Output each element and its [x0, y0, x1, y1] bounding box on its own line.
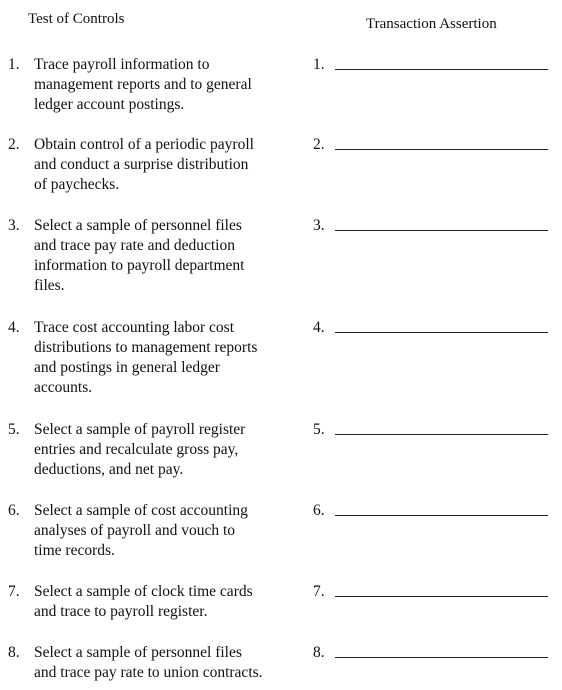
item-text: Select a sample of personnel files and trace pay rate to union contracts.: [34, 644, 263, 681]
answer-blank-line[interactable]: [335, 230, 548, 231]
answer-blank-line[interactable]: [335, 657, 548, 658]
answer-number: 2.: [313, 136, 325, 153]
item-text: Select a sample of personnel files and trace pay rate and deduction information to payroll department files.: [34, 217, 245, 294]
answer-number: 3.: [313, 217, 325, 234]
item-text: Trace payroll information to management reports and to general ledger account postings.: [34, 56, 252, 113]
item-number: 5.: [8, 421, 20, 438]
answer-number: 5.: [313, 421, 325, 438]
item-number: 1.: [8, 56, 20, 73]
item-number: 3.: [8, 217, 20, 234]
item-number: 6.: [8, 502, 20, 519]
item-number: 2.: [8, 136, 20, 153]
answer-blank-line[interactable]: [335, 596, 548, 597]
answer-number: 6.: [313, 502, 325, 519]
answer-number: 4.: [313, 319, 325, 336]
item-text: Select a sample of cost accounting analyses of payroll and vouch to time records.: [34, 502, 248, 559]
answer-number: 8.: [313, 644, 325, 661]
item-number: 4.: [8, 319, 20, 336]
answer-blank-line[interactable]: [335, 69, 548, 70]
header-test-of-controls: Test of Controls: [28, 11, 125, 27]
item-number: 8.: [8, 644, 20, 661]
item-text: Trace cost accounting labor cost distributions to management reports and postings in general ledger accounts.: [34, 319, 258, 396]
header-transaction-assertion: Transaction Assertion: [366, 16, 497, 32]
item-text: Select a sample of payroll register entries and recalculate gross pay, deductions, and net pay.: [34, 421, 246, 478]
answer-blank-line[interactable]: [335, 149, 548, 150]
item-text: Obtain control of a periodic payroll and conduct a surprise distribution of paychecks.: [34, 136, 254, 193]
item-number: 7.: [8, 583, 20, 600]
item-text: Select a sample of clock time cards and trace to payroll register.: [34, 583, 253, 620]
answer-blank-line[interactable]: [335, 434, 548, 435]
answer-number: 7.: [313, 583, 325, 600]
answer-number: 1.: [313, 56, 325, 73]
answer-blank-line[interactable]: [335, 515, 548, 516]
answer-blank-line[interactable]: [335, 332, 548, 333]
